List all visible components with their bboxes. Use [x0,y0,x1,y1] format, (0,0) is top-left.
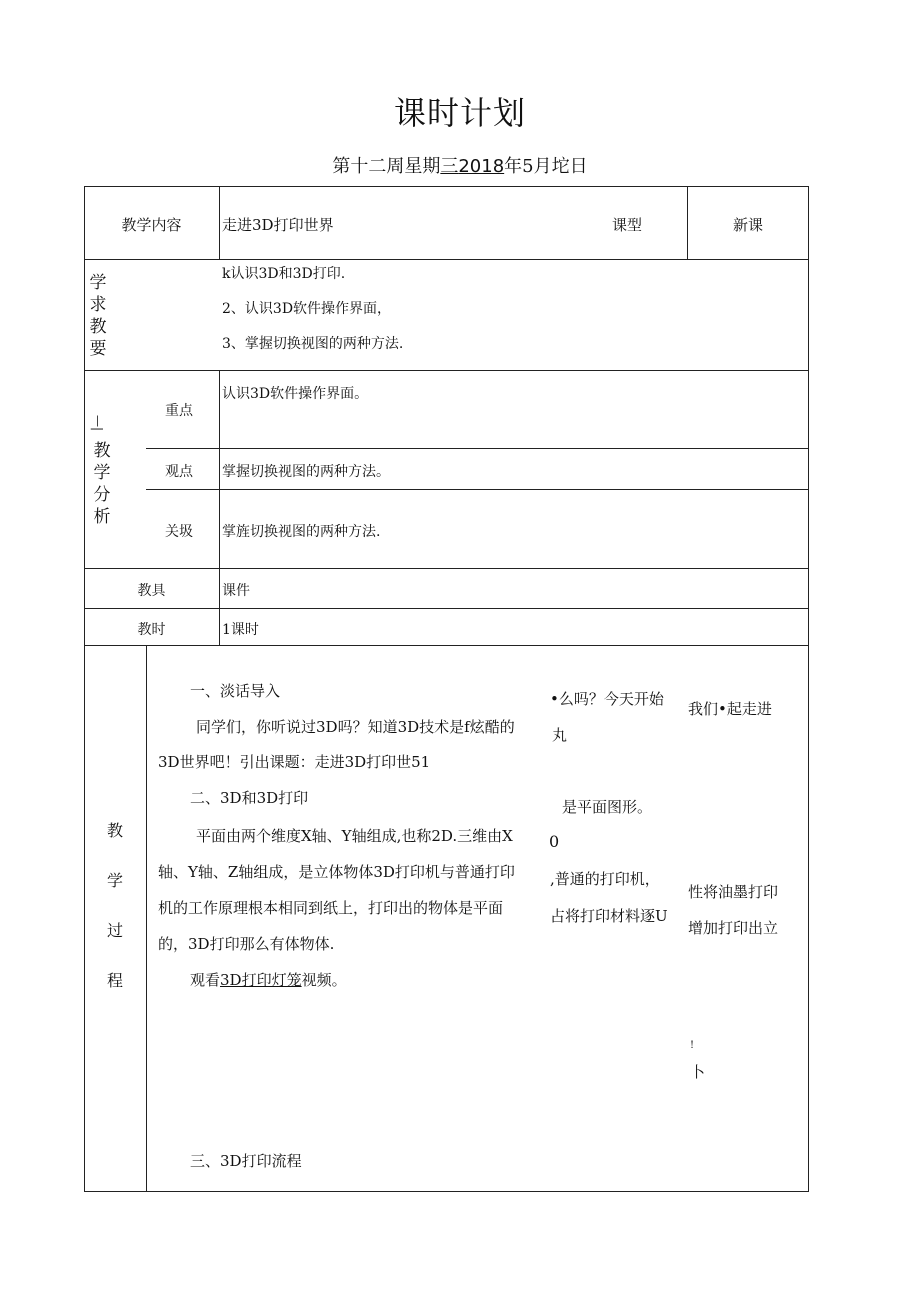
tools-value: 课件 [222,583,250,599]
section-heading: 二、3D和3D打印 [190,789,309,807]
paragraph-line: 机的工作原理根本相同到纸上，打印出的物体是平面 [158,899,504,917]
margin-note: 性将油墨打印 [688,883,779,901]
margin-note: 增加打印出立 [688,919,779,937]
paragraph-line: 同学们，你听说过3D吗？知道3D技术是f炫酷的 [196,718,515,736]
objectives-label-char: 学 [89,273,107,293]
date-line [0,152,920,178]
date-prefix: 第十二周星期 [332,156,441,177]
objective-item: 3、掌握切换视图的两种方法. [222,336,404,352]
analysis-label-char: 析 [93,507,111,527]
objectives-label-char: 求 [89,295,107,315]
analysis-row-content: 掌旌切换视图的两种方法. [222,524,381,540]
process-label-char: 程 [106,971,123,990]
analysis-row-content: 掌握切换视图的两种方法。 [222,464,390,480]
tools-label: 教具 [137,583,166,599]
lesson-type-value: 新课 [732,216,763,234]
objective-item: k认识3D和3D打印. [222,266,346,282]
analysis-row-label: 关圾 [165,524,193,540]
content-label: 教学内容 [121,216,182,234]
video-prefix: 观看 [190,971,221,989]
paragraph-line: 3D世界吧！引出课题：走进3D打印世51 [158,753,431,771]
date-weekday: 三 [440,156,459,177]
margin-note: ! [690,1040,695,1051]
hours-value: 1课时 [222,622,259,638]
margin-note: ,普通的打印机， [550,870,660,888]
hours-label: 教时 [137,622,166,638]
analysis-row-label: 重点 [165,403,193,419]
margin-note: 丸 [552,726,568,744]
margin-note: 卜 [690,1063,706,1081]
section-heading: 一、淡话导入 [190,682,281,700]
margin-note: 占将打印材料逐U [550,907,668,925]
analysis-row-content: 认识3D软件操作界面。 [222,386,369,402]
content-value: 走进3D打印世界 [222,216,334,234]
lesson-type-label: 课型 [612,216,643,234]
process-label-char: 过 [106,921,123,940]
objectives-label-char: 教 [89,317,107,337]
date-year: 2018 [458,156,505,177]
process-label-char: 教 [106,821,123,840]
margin-note: 是平面图形。 [562,798,653,816]
objective-item: 2、认识3D软件操作界面， [222,301,392,317]
objectives-label-char: 要 [89,339,107,359]
analysis-label-char: 学 [93,463,111,483]
page-title: 课时计划 [393,94,526,132]
margin-note: 我们•起走进 [688,700,772,718]
analysis-row-label: 观点 [165,464,193,480]
paragraph-line: 轴、Y轴、Z轴组成，是立体物体3D打印机与普通打印 [158,863,515,881]
margin-note: 0 [549,832,560,851]
process-label-char: 学 [106,871,123,890]
paragraph-line: 平面由两个维度X轴、Y轴组成,也称2D.三维由X [196,827,513,845]
section-heading: 三、3D打印流程 [190,1152,302,1170]
analysis-label-char: 分 [93,485,111,505]
paragraph-line: 的，3D打印那么有体物体. [158,935,335,953]
video-link[interactable]: 3D打印灯笼 [220,971,302,989]
margin-note: •么吗？今天开始 [550,690,664,708]
date-rest: 年5月坨日 [504,156,588,177]
analysis-label-char: 教 [93,441,111,461]
video-suffix: 视频。 [301,971,347,989]
analysis-label-mark: —| [91,414,106,432]
video-line [190,969,347,990]
